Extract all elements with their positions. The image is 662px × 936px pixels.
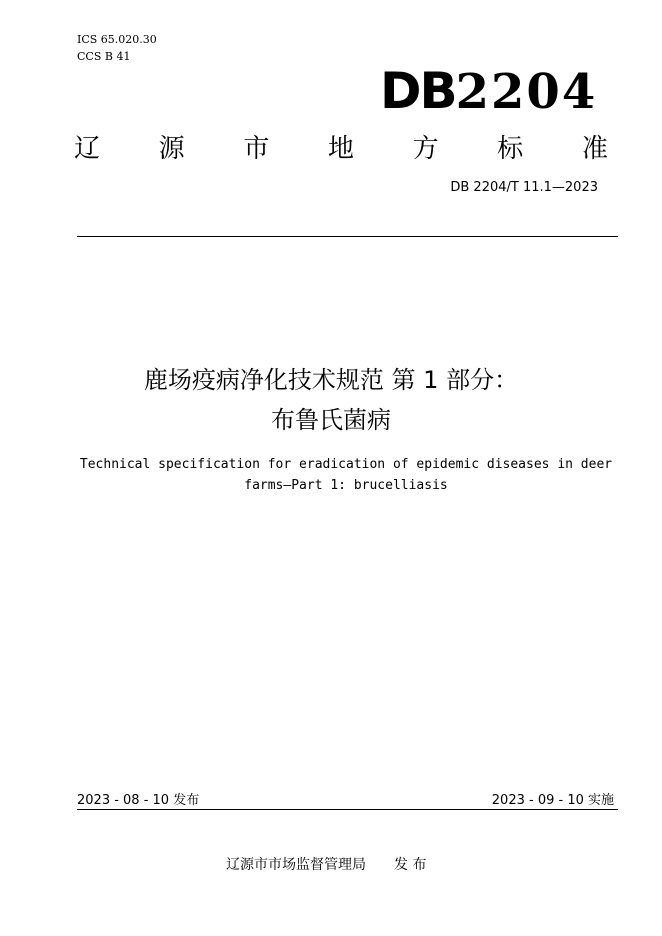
issue-date: 2023 - 08 - 10 发布 (77, 793, 200, 808)
standard-type-char: 市 (243, 134, 270, 164)
title-cn-line2: 布鲁氏菌病 (271, 406, 391, 434)
standard-type-title (74, 128, 608, 162)
title-cn-line1: 鹿场疫病净化技术规范 第 1 部分： (143, 366, 519, 394)
logo-prefix: DB (380, 62, 456, 120)
standard-type-char: 标 (497, 134, 524, 164)
standard-type-char: 辽 (74, 134, 101, 164)
standard-type-char: 准 (581, 134, 608, 164)
bottom-divider (77, 809, 618, 810)
top-divider (77, 236, 618, 237)
standard-type-char: 地 (327, 134, 354, 164)
standard-type-char: 方 (412, 134, 439, 164)
title-en-line1: Technical specification for eradication of epidemic diseases in deer (79, 457, 613, 472)
title-en-line2: farms—Part 1: brucelliasis (244, 478, 448, 493)
implementation-date: 2023 - 09 - 10 实施 (491, 793, 614, 808)
logo-code: 2204 (455, 64, 598, 120)
db-logo (380, 62, 600, 120)
standard-number: DB 2204/T 11.1—2023 (450, 180, 598, 195)
issuer-line (226, 854, 426, 874)
standard-type-char: 源 (158, 134, 185, 164)
issuer-name: 辽源市市场监督管理局 (226, 857, 366, 873)
ics-code: ICS 65.020.30 (77, 33, 157, 46)
issuer-action: 发 布 (394, 857, 427, 873)
ccs-code: CCS B 41 (77, 50, 131, 63)
